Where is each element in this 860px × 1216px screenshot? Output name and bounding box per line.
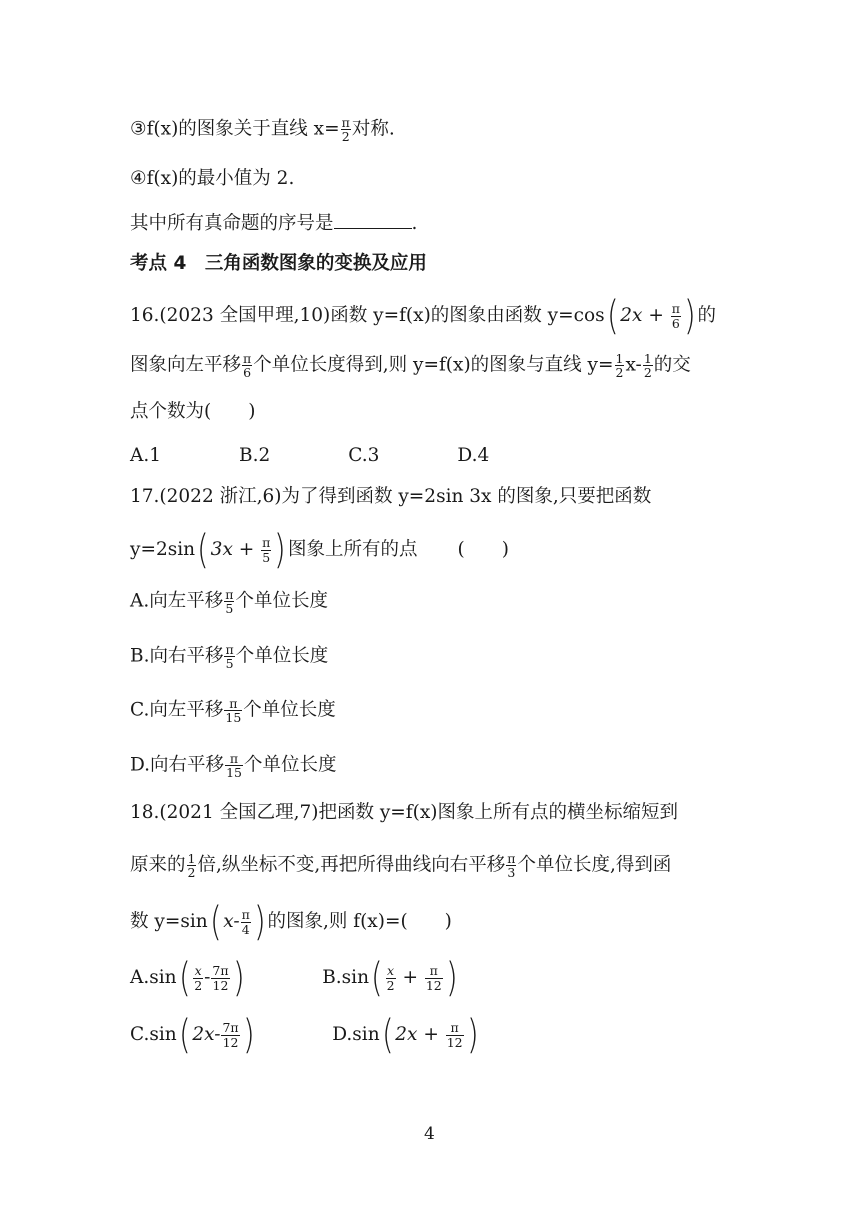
math-expr: x- <box>223 911 240 932</box>
math-expr: 2x + <box>395 1024 445 1045</box>
q16-line-1-suffix: 的 <box>697 305 717 326</box>
item-3-line <box>130 116 395 143</box>
fraction-pi-over-5: $\frac{\pi}{5}$ <box>225 587 234 617</box>
q16-option-a[interactable]: A.1 <box>130 445 162 466</box>
option-unit-text: 个单位长度 <box>243 754 337 776</box>
q18-text-e: 的图象,则 f(x)=( ) <box>267 911 452 932</box>
right-paren: ) <box>683 293 696 339</box>
right-paren: ) <box>274 527 287 573</box>
fraction-pi-over-6: $\frac{\pi}{6}$ <box>671 301 680 331</box>
fraction-pi-over-5: $\frac{\pi}{5}$ <box>225 642 234 672</box>
q16-line-2 <box>130 352 691 379</box>
left-paren: ( <box>381 1012 394 1058</box>
option-text: A.向左平移 <box>130 590 224 612</box>
question-suffix: . <box>411 213 418 234</box>
section-title <box>130 255 427 274</box>
fraction-pi-over-12: $\frac{\pi}{12}$ <box>446 1020 463 1050</box>
q18-line-2 <box>130 852 671 879</box>
q17-line-1 <box>130 488 651 507</box>
fraction-x-over-2: $\frac{x}{2}$ <box>386 963 395 993</box>
item-4-line <box>130 170 294 189</box>
q18-line-1 <box>130 804 678 823</box>
q17-option-a[interactable] <box>130 588 328 615</box>
question-line <box>130 212 417 234</box>
q16-options <box>130 447 489 466</box>
fraction-1-over-2: $\frac{1}{2}$ <box>187 851 196 881</box>
q17-option-c[interactable] <box>130 697 336 724</box>
q18-line-3 <box>130 899 452 945</box>
q16-text-d: 的交 <box>653 354 691 376</box>
q18-text-d: 数 y=sin <box>130 911 208 932</box>
q18-options-row-2 <box>130 1012 480 1058</box>
item-3-suffix: 对称. <box>351 118 395 140</box>
option-unit-text: 个单位长度 <box>235 590 328 612</box>
minus-sign: - <box>204 967 211 988</box>
q18-option-b[interactable] <box>322 955 459 1001</box>
option-text: B.向右平移 <box>130 645 224 667</box>
q17-text-a: y=2sin <box>130 539 196 560</box>
q16-stem-text: 16.(2023 全国甲理,10)函数 y=f(x)的图象由函数 y=cos <box>130 305 605 326</box>
q16-line-1 <box>130 293 717 339</box>
q18-option-d[interactable] <box>332 1012 480 1058</box>
section-title-text: 考点 4 三角函数图象的变换及应用 <box>130 253 427 274</box>
q16-text-a: 图象向左平移 <box>130 354 242 376</box>
fraction-7pi-over-12: $\frac{7\pi}{12}$ <box>212 963 229 993</box>
q18-text-b: 倍,纵坐标不变,再把所得曲线向右平移 <box>197 854 506 876</box>
option-unit-text: 个单位长度 <box>235 645 329 667</box>
option-text: D.sin <box>332 1024 380 1045</box>
fraction-pi-over-12: $\frac{\pi}{12}$ <box>425 963 442 993</box>
right-paren: ) <box>445 955 458 1001</box>
q16-text-e: 点个数为( ) <box>130 401 256 422</box>
item-3-text: ③f(x)的图象关于直线 x= <box>130 118 340 140</box>
fraction-pi-over-4: $\frac{\pi}{4}$ <box>241 907 250 937</box>
fraction-pi-over-5: $\frac{\pi}{5}$ <box>262 535 271 565</box>
q17-option-b[interactable] <box>130 643 328 670</box>
option-text: C.向左平移 <box>130 699 224 721</box>
q16-text-c: x- <box>625 354 642 376</box>
fraction-pi-over-15: $\frac{\pi}{15}$ <box>225 696 242 726</box>
fraction-pi-over-3: $\frac{\pi}{3}$ <box>507 851 516 881</box>
q16-text-b: 个单位长度得到,则 y=f(x)的图象与直线 y= <box>253 354 614 376</box>
q16-option-b[interactable]: B.2 <box>239 445 271 466</box>
q17-line-2 <box>130 527 509 573</box>
question-text: 其中所有真命题的序号是 <box>130 213 334 234</box>
fraction-1-over-2: $\frac{1}{2}$ <box>643 351 652 381</box>
q18-options-row-1 <box>130 955 459 1001</box>
q18-text-a: 原来的 <box>130 854 186 876</box>
q17-text-b: 图象上所有的点 <box>287 539 418 560</box>
q16-option-c[interactable]: C.3 <box>348 445 380 466</box>
math-expr: 3x + <box>210 539 261 560</box>
option-text: D.向右平移 <box>130 754 225 776</box>
q18-text-c: 个单位长度,得到函 <box>517 854 672 876</box>
fraction-x-over-2: $\frac{x}{2}$ <box>194 963 203 993</box>
fraction-pi-over-2: $\frac{\pi}{2}$ <box>341 115 350 145</box>
option-text: A.sin <box>130 967 177 988</box>
answer-paren[interactable]: ( ) <box>457 539 509 560</box>
q17-option-d[interactable] <box>130 752 336 779</box>
answer-blank[interactable] <box>334 212 412 229</box>
fraction-7pi-over-12: $\frac{7\pi}{12}$ <box>222 1020 239 1050</box>
q17-stem-text: 17.(2022 浙江,6)为了得到函数 y=2sin 3x 的图象,只要把函数 <box>130 486 652 507</box>
right-paren: ) <box>253 899 266 945</box>
q18-option-c[interactable] <box>130 1012 256 1058</box>
page-number: 4 <box>424 1124 435 1144</box>
left-paren: ( <box>178 1012 191 1058</box>
right-paren: ) <box>242 1012 255 1058</box>
math-expr: 2x- <box>192 1024 221 1045</box>
option-text: B.sin <box>322 967 369 988</box>
q16-line-3 <box>130 403 255 422</box>
right-paren: ) <box>232 955 245 1001</box>
math-expr: 2x + <box>620 305 670 326</box>
q18-option-a[interactable] <box>130 955 246 1001</box>
left-paren: ( <box>370 955 383 1001</box>
left-paren: ( <box>197 527 209 573</box>
option-text: C.sin <box>130 1024 177 1045</box>
option-unit-text: 个单位长度 <box>243 699 336 721</box>
q18-stem-text: 18.(2021 全国乙理,7)把函数 y=f(x)图象上所有点的横坐标缩短到 <box>130 802 679 823</box>
fraction-pi-over-6: $\frac{\pi}{6}$ <box>243 351 252 381</box>
plus-sign: + <box>396 967 424 988</box>
left-paren: ( <box>178 955 191 1001</box>
q16-option-d[interactable]: D.4 <box>457 445 490 466</box>
item-4-text: ④f(x)的最小值为 2. <box>130 168 295 189</box>
fraction-1-over-2: $\frac{1}{2}$ <box>615 351 624 381</box>
left-paren: ( <box>606 293 619 339</box>
fraction-pi-over-15: $\frac{\pi}{15}$ <box>226 751 242 781</box>
left-paren: ( <box>209 899 222 945</box>
right-paren: ) <box>466 1012 479 1058</box>
